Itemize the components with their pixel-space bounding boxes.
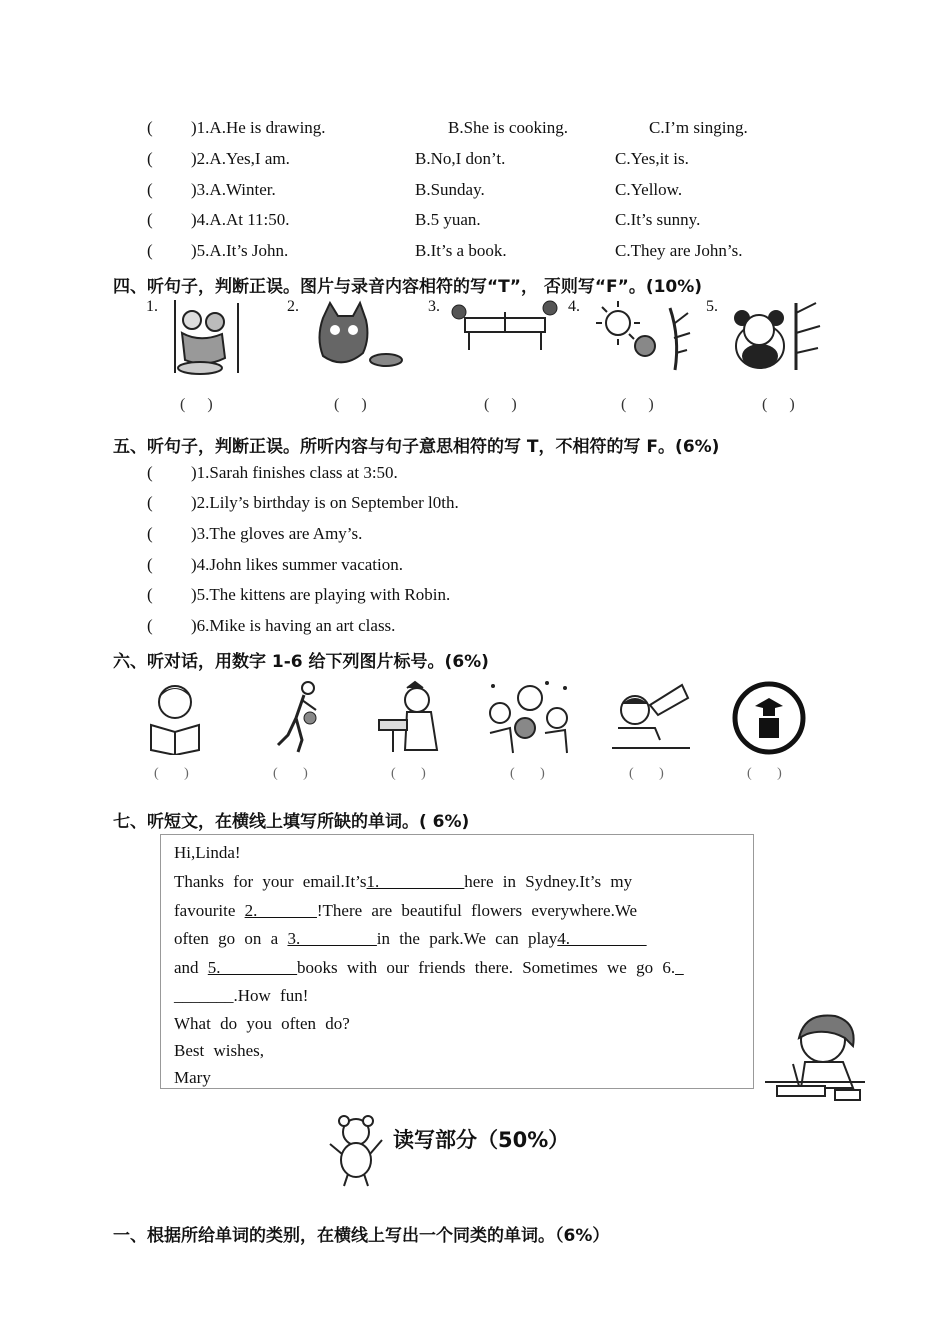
answer-paren-6-5[interactable]: ( ) xyxy=(629,766,664,781)
answer-paren-4-5[interactable]: ( ) xyxy=(762,396,795,413)
email-wishes: Best wishes, xyxy=(174,1041,264,1060)
row2: ( )2.A.Yes,I am. B.No,I don’t. C.Yes,it is. xyxy=(147,149,689,168)
girl-writing-picture xyxy=(765,1010,870,1105)
bear-mascot-icon xyxy=(328,1114,383,1188)
sunny-girl-picture xyxy=(590,298,695,373)
answer-paren-4-1[interactable]: ( ) xyxy=(180,396,213,413)
boy-painting-picture xyxy=(610,680,692,755)
pic-label-5: 5. xyxy=(706,298,718,315)
part5-item-1: ( )1.Sarah finishes class at 3:50. xyxy=(147,463,398,482)
blank-6a[interactable]: _ xyxy=(675,958,684,977)
row5: ( )5.A.It’s John. B.It’s a book. C.They are John’s. xyxy=(147,241,743,260)
pic-label-1: 1. xyxy=(146,298,158,315)
part5-item-5: ( )5.The kittens are playing with Robin. xyxy=(147,585,451,604)
part5-item-2: ( )2.Lily’s birthday is on September l0th. xyxy=(147,493,459,512)
pic-label-4: 4. xyxy=(568,298,580,315)
part5-heading: 五、听句子，判断正误。所听内容与句子意思相符的写 T，不相符的写 F。(6%) xyxy=(113,437,720,457)
part7-heading: 七、听短文，在横线上填写所缺的单词。( 6%) xyxy=(113,812,470,832)
email-question: What do you often do? xyxy=(174,1014,350,1033)
cat-picture xyxy=(308,298,408,373)
row1: ( )1.A.He is drawing. B.She is cooking. C.I’m singing. xyxy=(147,118,748,137)
answer-paren-6-4[interactable]: ( ) xyxy=(510,766,545,781)
pic-label-2: 2. xyxy=(287,298,299,315)
part5-item-4: ( )4.John likes summer vacation. xyxy=(147,555,403,574)
email-line-4: and 5._________books with our friends there. Sometimes we go 6._ xyxy=(174,958,684,977)
ping-pong-picture xyxy=(447,300,562,355)
part8-heading: 一、根据所给单词的类别，在横线上写出一个同类的单词。（6%） xyxy=(113,1226,610,1246)
blank-1[interactable]: 1.__________ xyxy=(366,872,465,891)
girl-washing-picture xyxy=(375,680,445,755)
part5-item-6: ( )6.Mike is having an art class. xyxy=(147,616,396,635)
row4: ( )4.A.At 11:50. B.5 yuan. C.It’s sunny. xyxy=(147,210,701,229)
email-signature: Mary xyxy=(174,1068,211,1087)
answer-paren-6-1[interactable]: ( ) xyxy=(154,766,189,781)
sign-circle-picture xyxy=(731,680,807,756)
blank-2[interactable]: 2._______ xyxy=(244,901,317,920)
email-greeting: Hi,Linda! xyxy=(174,843,241,862)
children-party-picture xyxy=(485,678,575,756)
blank-3[interactable]: 3._________ xyxy=(287,929,377,948)
section-title: 读写部分（50%） xyxy=(393,1128,570,1152)
answer-paren-4-4[interactable]: ( ) xyxy=(621,396,654,413)
blank-4[interactable]: 4._________ xyxy=(557,929,647,948)
answer-paren-6-2[interactable]: ( ) xyxy=(273,766,308,781)
pic-label-3: 3. xyxy=(428,298,440,315)
email-line-3: often go on a 3._________in the park.We can play4._________ xyxy=(174,929,647,948)
part4-heading: 四、听句子，判断正误。图片与录音内容相符的写“T”， 否则写“F”。(10%) xyxy=(113,277,703,297)
answer-paren-4-3[interactable]: ( ) xyxy=(484,396,517,413)
panda-picture xyxy=(728,298,828,373)
part6-heading: 六、听对话，用数字 1-6 给下列图片标号。(6%) xyxy=(113,652,489,672)
answer-paren-4-2[interactable]: ( ) xyxy=(334,396,367,413)
answer-paren-6-6[interactable]: ( ) xyxy=(747,766,782,781)
email-line-2: favourite 2._______!There are beautiful flowers everywhere.We xyxy=(174,901,638,920)
blank-6b[interactable]: _______ xyxy=(174,986,234,1005)
boy-basketball-picture xyxy=(258,680,328,755)
email-line-1: Thanks for your email.It’s1.__________here in Sydney.It’s my xyxy=(174,872,633,891)
blank-5[interactable]: 5._________ xyxy=(207,958,298,977)
part5-item-3: ( )3.The gloves are Amy’s. xyxy=(147,524,363,543)
boy-reading-picture xyxy=(143,680,208,755)
email-box xyxy=(160,834,754,1089)
row3: ( )3.A.Winter. B.Sunday. C.Yellow. xyxy=(147,180,683,199)
answer-paren-6-3[interactable]: ( ) xyxy=(391,766,426,781)
email-line-5: _______.How fun! xyxy=(174,986,309,1005)
kids-swing-picture xyxy=(160,298,250,378)
